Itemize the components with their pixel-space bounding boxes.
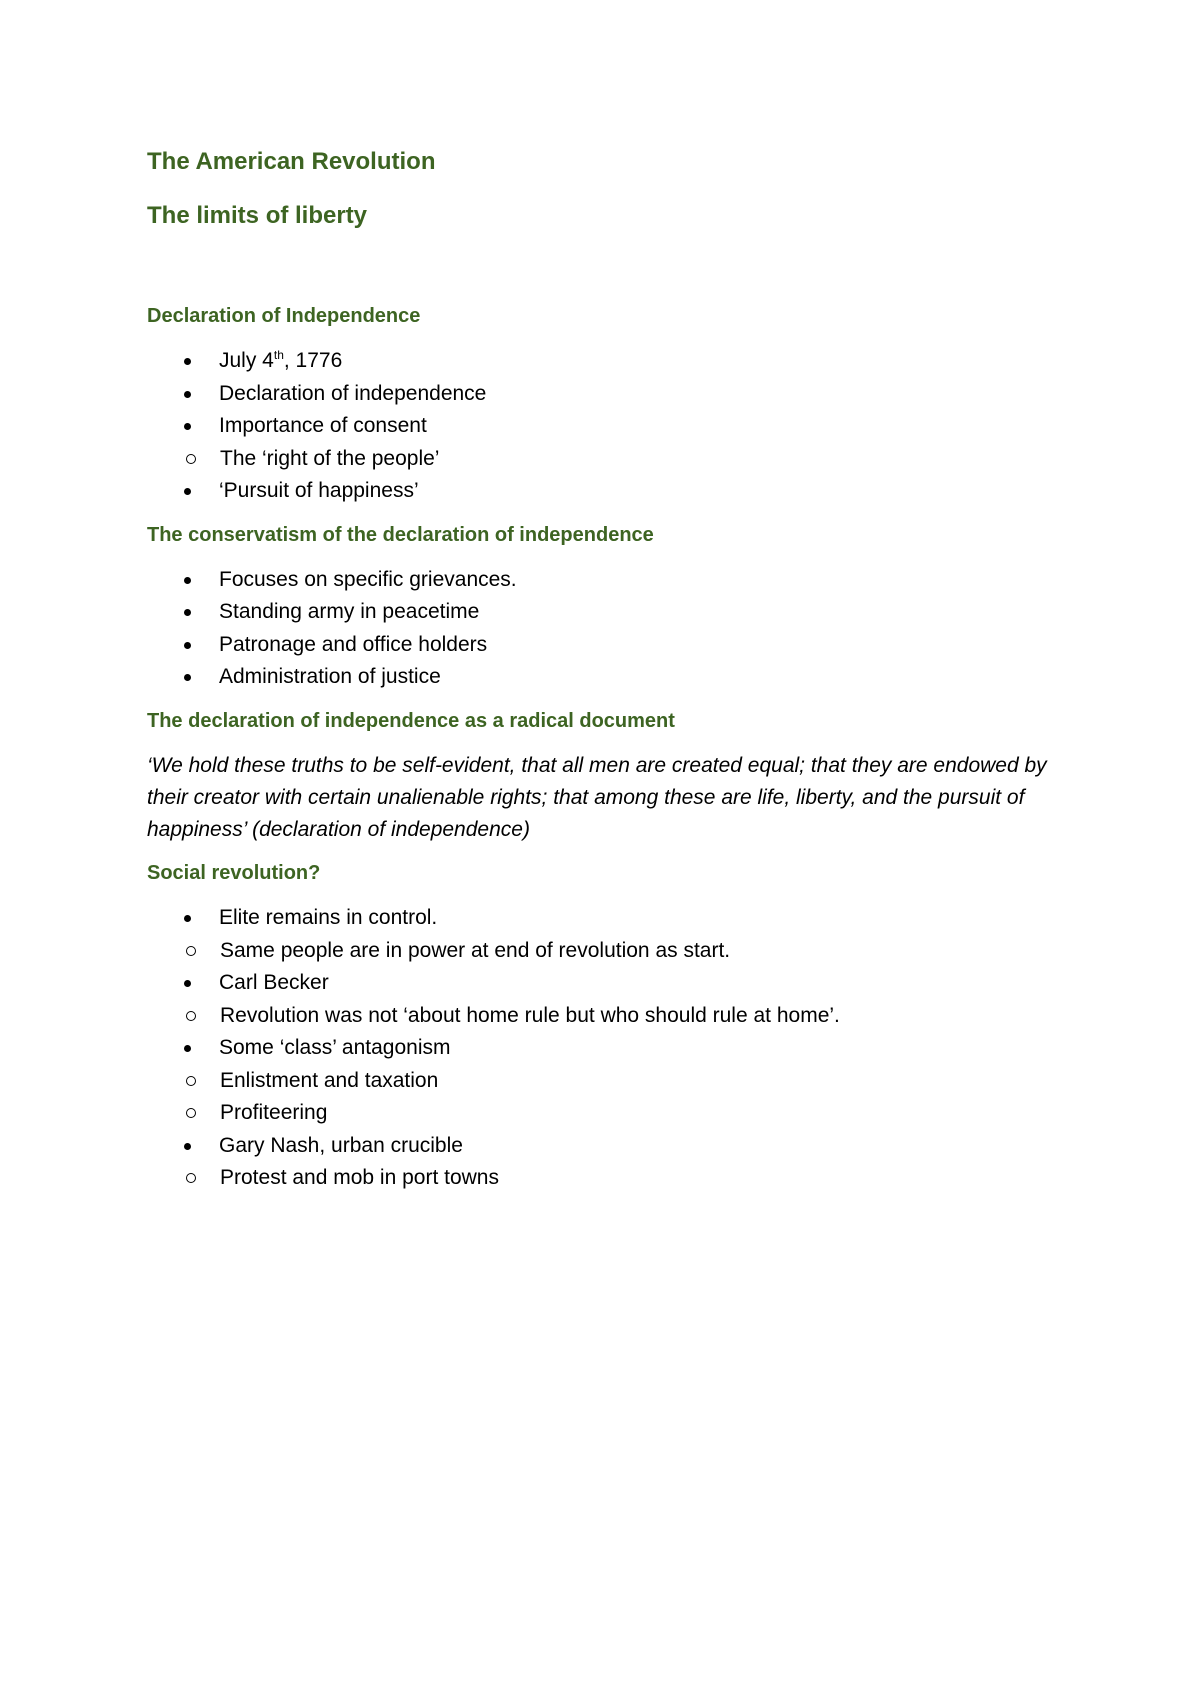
list-item: [147, 1032, 1067, 1065]
circle-bullet-icon: [186, 1076, 196, 1086]
sub-list-item-text: The ‘right of the people’: [220, 446, 440, 470]
list-item: [147, 967, 1067, 1000]
bullet-icon: [184, 642, 191, 649]
sub-list-item: [147, 1162, 1067, 1195]
sub-list-item-text: Profiteering: [220, 1101, 328, 1125]
sub-list: [147, 935, 1067, 968]
bullet-icon: [184, 980, 191, 987]
list-item-text: July 4: [219, 349, 274, 372]
list-item-text: Elite remains in control.: [219, 906, 438, 930]
document-subtitle: The limits of liberty: [147, 202, 368, 229]
list-item: [147, 596, 1067, 629]
list-item-text: Standing army in peacetime: [219, 600, 480, 623]
bullet-icon: [184, 423, 191, 430]
list-item-text: , 1776: [283, 349, 343, 372]
sub-list-item: [147, 443, 1067, 476]
sub-list: [147, 443, 1067, 476]
circle-bullet-icon: [186, 1108, 196, 1118]
bullet-icon: [184, 609, 191, 616]
sub-list: [147, 1162, 1067, 1195]
bullet-list-social-revolution: [147, 902, 1067, 935]
list-item-text: Declaration of independence: [219, 381, 487, 405]
superscript-text: th: [273, 348, 284, 362]
sub-list-item: [147, 1097, 1067, 1130]
bullet-list-conservatism: [147, 564, 1067, 694]
list-item: [147, 661, 1067, 694]
list-item: [147, 378, 1067, 411]
section-heading-declaration: Declaration of Independence: [147, 305, 421, 327]
bullet-icon: [184, 915, 191, 922]
list-item: [147, 902, 1067, 935]
sub-list-item-text: Protest and mob in port towns: [220, 1166, 499, 1190]
section-heading-social-revolution: Social revolution?: [147, 862, 321, 885]
list-item: [147, 475, 1067, 508]
sub-list-item-text: Revolution was not ‘about home rule but who should rule at home’.: [220, 1003, 840, 1027]
list-item-text: Gary Nash, urban crucible: [219, 1133, 463, 1157]
sub-list: [147, 1000, 1067, 1033]
circle-bullet-icon: [186, 454, 196, 464]
sub-list-item-text: Same people are in power at end of revolution as start.: [220, 938, 731, 962]
bullet-icon: [184, 674, 191, 681]
list-item: [147, 629, 1067, 662]
circle-bullet-icon: [186, 1173, 196, 1183]
sub-list-item: [147, 935, 1067, 968]
sub-list-item: [147, 1000, 1067, 1033]
list-item-text: Administration of justice: [219, 665, 441, 688]
document-title: The American Revolution: [147, 148, 436, 175]
list-item: [147, 1130, 1067, 1163]
list-item: [147, 345, 1067, 378]
bullet-list-declaration: [147, 345, 1067, 443]
list-item: [147, 410, 1067, 443]
list-item-text: Importance of consent: [219, 414, 427, 437]
circle-bullet-icon: [186, 946, 196, 956]
sub-list-item: [147, 1065, 1067, 1098]
circle-bullet-icon: [186, 1011, 196, 1021]
section-heading-conservatism: The conservatism of the declaration of independence: [147, 523, 654, 546]
list-item-text: ‘Pursuit of happiness’: [219, 479, 419, 502]
list-item-text: Carl Becker: [219, 971, 329, 995]
sub-list: [147, 1065, 1067, 1130]
list-item: [147, 564, 1067, 597]
bullet-icon: [184, 1045, 191, 1052]
document-body: [147, 142, 1067, 1195]
bullet-icon: [184, 1143, 191, 1150]
bullet-list-declaration-cont: [147, 475, 1067, 508]
bullet-icon: [184, 358, 191, 365]
bullet-list-social-revolution-cont: [147, 967, 1067, 1000]
section-heading-radical: The declaration of independence as a radical document: [147, 709, 675, 732]
bullet-icon: [184, 577, 191, 584]
sub-list-item-text: Enlistment and taxation: [220, 1068, 439, 1092]
declaration-quote: ‘We hold these truths to be self-evident, that all men are created equal; that they are endowed by their creator with certain unalienable rights; that among these are life, liberty, and the pursuit of happiness’ (declaration of independence): [147, 753, 1047, 842]
list-item-text: Patronage and office holders: [219, 632, 488, 656]
bullet-list-social-revolution-cont: [147, 1032, 1067, 1065]
bullet-icon: [184, 488, 191, 495]
bullet-list-social-revolution-cont: [147, 1130, 1067, 1163]
list-item-text: Focuses on specific grievances.: [219, 567, 517, 591]
bullet-icon: [184, 391, 191, 398]
list-item-text: Some ‘class’ antagonism: [219, 1036, 451, 1060]
